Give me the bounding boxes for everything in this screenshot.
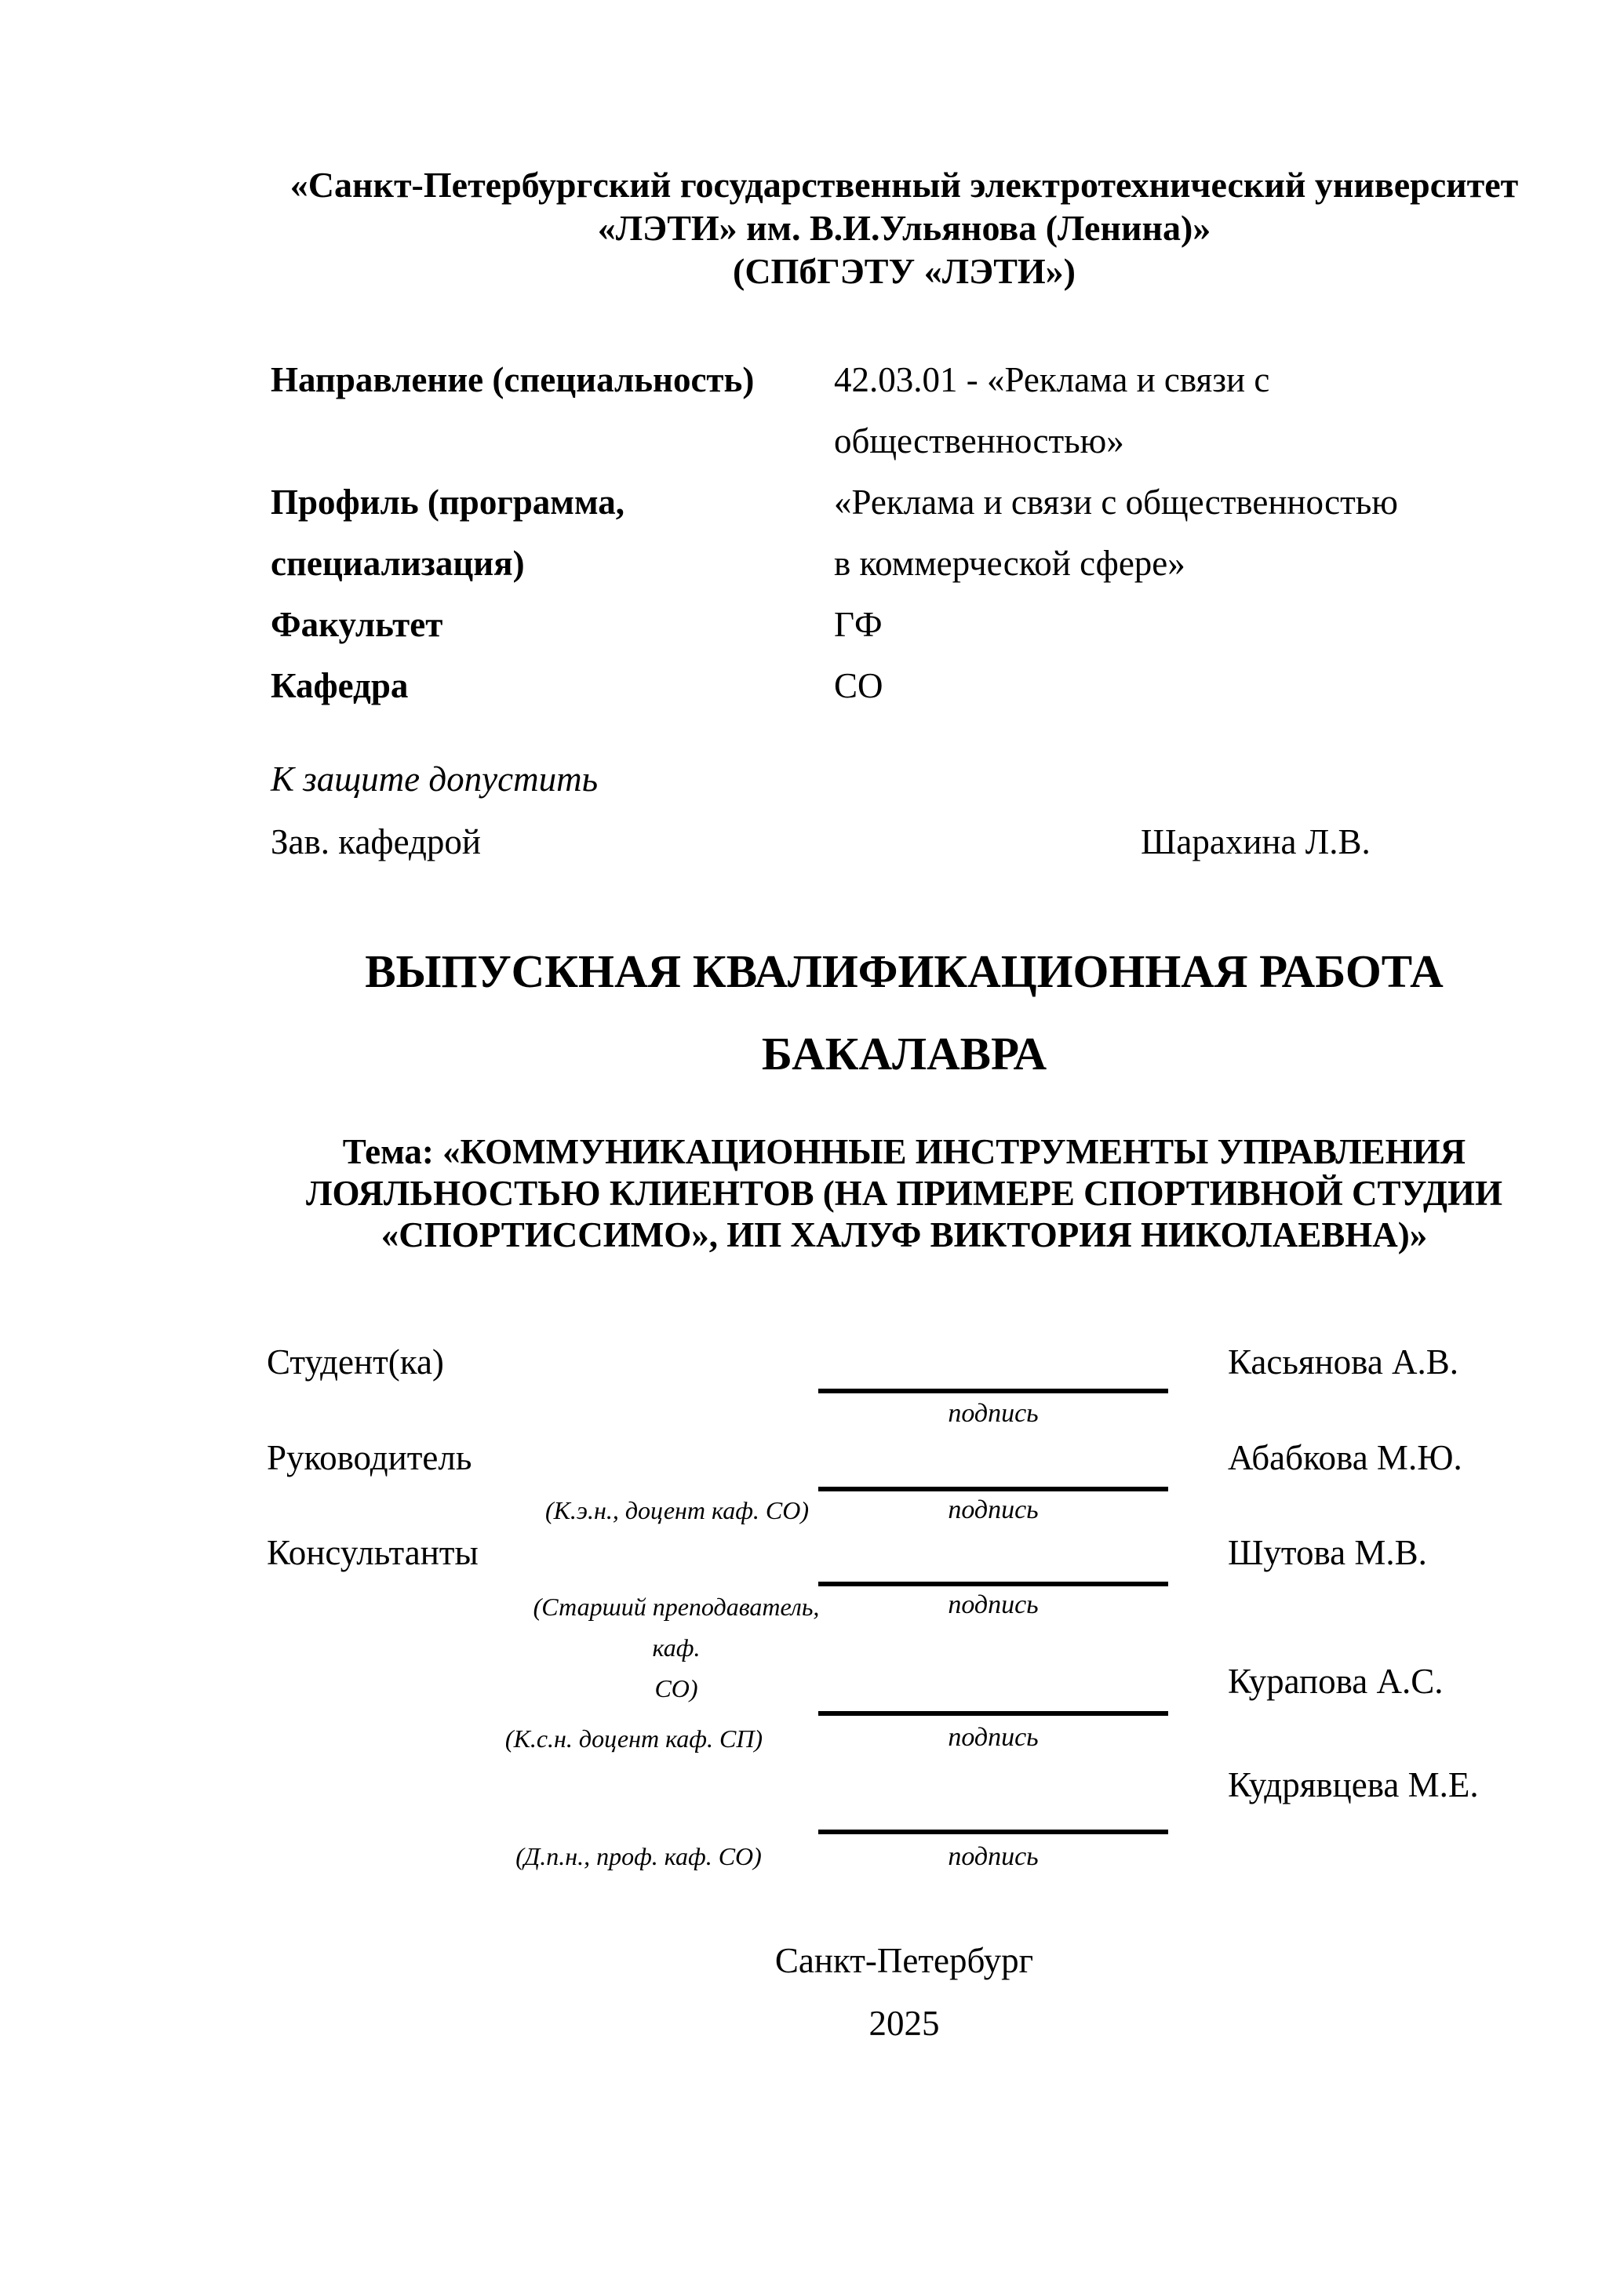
signature-note-line: (К.э.н., доцент каф. СО) bbox=[544, 1496, 810, 1524]
signature-note-supervisor bbox=[520, 1490, 834, 1531]
field-line bbox=[271, 594, 1538, 655]
signature-note-line: (Д.п.н., проф. каф. СО) bbox=[515, 1842, 762, 1870]
work-title-line-2: БАКАЛАВРА bbox=[761, 1028, 1047, 1080]
program-fields bbox=[271, 349, 1538, 716]
signature-role-student: Студент(ка) bbox=[267, 1342, 444, 1382]
signature-line-student bbox=[818, 1389, 1168, 1393]
city-label: Санкт-Петербург bbox=[774, 1941, 1034, 1980]
signature-caption-supervisor: подпись bbox=[948, 1495, 1039, 1524]
department-head-label: Зав. кафедрой bbox=[271, 822, 481, 861]
admission-note: К защите допустить bbox=[271, 759, 599, 799]
signature-name-consultant-3: Кудрявцева М.Е. bbox=[1228, 1765, 1479, 1804]
signature-name-student: Касьянова А.В. bbox=[1228, 1342, 1459, 1382]
signature-note-consultant-1 bbox=[519, 1586, 833, 1709]
signature-note-consultant-3 bbox=[482, 1836, 796, 1877]
field-line bbox=[271, 472, 1538, 533]
signature-line-consultant-3 bbox=[818, 1830, 1168, 1834]
signature-note-consultant-2 bbox=[477, 1718, 791, 1759]
field-label-profile-cont: специализация) bbox=[271, 544, 525, 583]
university-name-line-3: (СПбГЭТУ «ЛЭТИ») bbox=[733, 251, 1076, 291]
field-value-direction: 42.03.01 - «Реклама и связи с bbox=[834, 360, 1270, 399]
thesis-theme-line-3: «СПОРТИССИМО», ИП ХАЛУФ ВИКТОРИЯ НИКОЛАЕВНА)» bbox=[381, 1215, 1428, 1254]
signature-name-supervisor: Абабкова М.Ю. bbox=[1228, 1438, 1462, 1477]
signature-name-consultant-1: Шутова М.В. bbox=[1228, 1533, 1427, 1572]
field-value-direction-cont: общественностью» bbox=[834, 421, 1124, 461]
field-label-department: Кафедра bbox=[271, 666, 409, 705]
field-line bbox=[271, 410, 1538, 472]
field-label-profile: Профиль (программа, bbox=[271, 482, 625, 522]
signature-line-consultant-2 bbox=[818, 1711, 1168, 1716]
field-value-faculty: ГФ bbox=[834, 605, 883, 644]
work-title bbox=[271, 930, 1538, 1095]
signature-caption-consultant-2: подпись bbox=[948, 1723, 1039, 1752]
field-value-department: СО bbox=[834, 666, 883, 705]
signature-caption-consultant-1: подпись bbox=[948, 1590, 1039, 1619]
signature-note-line: (Старший преподаватель, каф. bbox=[533, 1593, 820, 1662]
signature-note-line: (К.с.н. доцент каф. СП) bbox=[504, 1724, 763, 1753]
university-header bbox=[271, 163, 1538, 293]
field-label-direction: Направление (специальность) bbox=[271, 360, 755, 399]
department-head-row bbox=[271, 821, 1538, 864]
thesis-theme-line-2: ЛОЯЛЬНОСТЬЮ КЛИЕНТОВ (НА ПРИМЕРЕ СПОРТИВНОЙ СТУДИИ bbox=[306, 1174, 1502, 1213]
field-line bbox=[271, 655, 1538, 716]
signature-line-supervisor bbox=[818, 1487, 1168, 1491]
signature-name-consultant-2: Курапова А.С. bbox=[1228, 1662, 1444, 1701]
year-label: 2025 bbox=[868, 2004, 940, 2043]
thesis-theme-line-1: Тема: «КОММУНИКАЦИОННЫЕ ИНСТРУМЕНТЫ УПРАВЛЕНИЯ bbox=[342, 1132, 1466, 1171]
university-name-line-2: «ЛЭТИ» им. В.И.Ульянова (Ленина)» bbox=[597, 208, 1211, 248]
university-name-line-1: «Санкт-Петербургский государственный электротехнический университет bbox=[289, 165, 1519, 205]
signature-line-consultant-1 bbox=[818, 1582, 1168, 1586]
signature-caption-student: подпись bbox=[948, 1399, 1039, 1428]
department-head-name: Шарахина Л.В. bbox=[1141, 822, 1371, 861]
field-label-faculty: Факультет bbox=[271, 605, 443, 644]
thesis-theme bbox=[271, 1131, 1538, 1256]
field-line bbox=[271, 349, 1538, 410]
work-title-line-1: ВЫПУСКНАЯ КВАЛИФИКАЦИОННАЯ РАБОТА bbox=[365, 945, 1444, 997]
signature-note-line: СО) bbox=[654, 1674, 698, 1702]
field-value-profile: «Реклама и связи с общественностью bbox=[834, 482, 1398, 522]
field-line bbox=[271, 533, 1538, 594]
field-value-profile-cont: в коммерческой сфере» bbox=[834, 544, 1185, 583]
signature-role-consultants: Консультанты bbox=[267, 1533, 479, 1572]
signature-role-supervisor: Руководитель bbox=[267, 1438, 472, 1477]
city-year-footer bbox=[271, 1929, 1538, 2055]
signature-caption-consultant-3: подпись bbox=[948, 1842, 1039, 1871]
